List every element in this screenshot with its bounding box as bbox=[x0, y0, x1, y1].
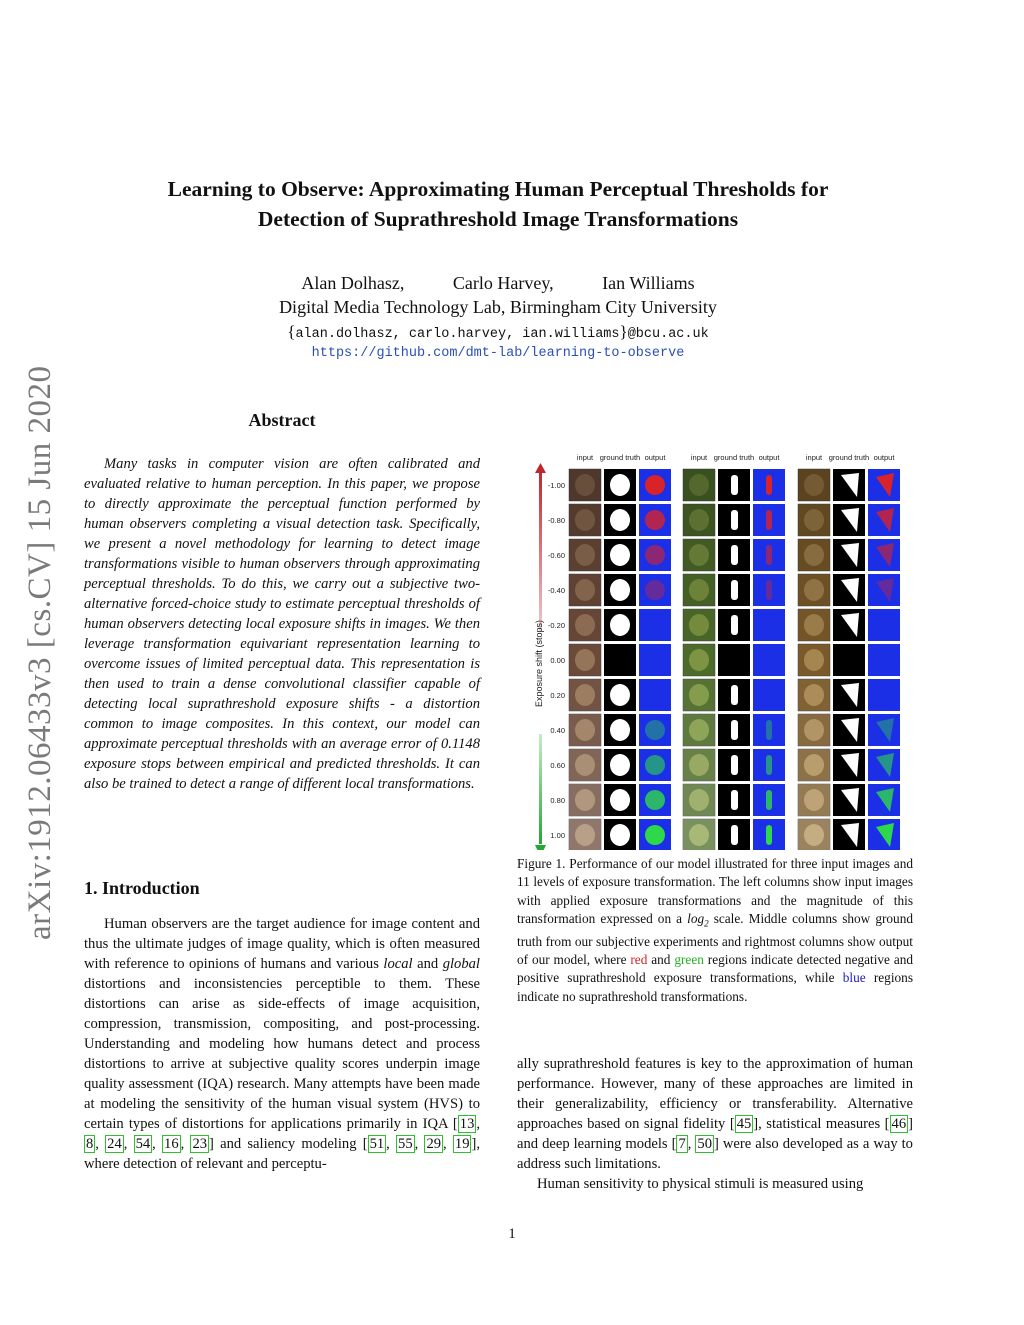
column-header: input bbox=[576, 453, 594, 462]
caption-blue: blue bbox=[842, 970, 866, 986]
output-detection bbox=[766, 475, 772, 495]
author-2: Carlo Harvey, bbox=[452, 273, 554, 293]
caption-red: red bbox=[630, 952, 648, 968]
column-header: output bbox=[873, 453, 895, 462]
arrow-head-down bbox=[535, 845, 546, 850]
caption-text-4: regions indicate no suprathreshold transformations. bbox=[517, 970, 913, 1004]
output-detection bbox=[766, 720, 772, 740]
ground-truth-mask bbox=[731, 510, 738, 530]
output-detection bbox=[645, 790, 665, 810]
repo-link[interactable]: https://github.com/dmt-lab/learning-to-observe bbox=[311, 346, 685, 361]
column-header: output bbox=[758, 453, 780, 462]
citation[interactable]: 50 bbox=[697, 1136, 712, 1152]
author-1: Alan Dolhasz, bbox=[301, 273, 405, 293]
abstract-heading: Abstract bbox=[248, 410, 316, 430]
output-detection bbox=[645, 755, 665, 775]
output-thumbnail bbox=[753, 644, 785, 676]
column-header: ground truth bbox=[828, 453, 870, 462]
citation[interactable]: 16 bbox=[164, 1136, 179, 1152]
output-detection bbox=[645, 580, 665, 600]
column-header: output bbox=[644, 453, 666, 462]
email-brace-close: } bbox=[619, 322, 628, 341]
ground-truth-mask bbox=[731, 720, 738, 740]
ground-truth-thumbnail bbox=[604, 644, 636, 676]
exposure-overlay bbox=[798, 504, 830, 536]
email-domain: @bcu.ac.uk bbox=[627, 327, 709, 342]
exposure-overlay bbox=[798, 784, 830, 816]
exposure-overlay bbox=[798, 749, 830, 781]
ground-truth-mask bbox=[610, 754, 630, 776]
ground-truth-mask bbox=[610, 509, 630, 531]
output-detection bbox=[645, 825, 665, 845]
exposure-overlay bbox=[798, 469, 830, 501]
exposure-level-label: -0.40 bbox=[547, 586, 565, 595]
exposure-overlay bbox=[798, 819, 830, 850]
caption-and: and bbox=[651, 952, 671, 968]
ground-truth-mask bbox=[610, 544, 630, 566]
exposure-overlay bbox=[683, 784, 715, 816]
exposure-level-label: -0.20 bbox=[547, 621, 565, 630]
exposure-overlay bbox=[683, 679, 715, 711]
negative-shift-arrow bbox=[539, 471, 542, 631]
citation[interactable]: 24 bbox=[107, 1136, 122, 1152]
exposure-overlay bbox=[683, 749, 715, 781]
citation[interactable]: 29 bbox=[426, 1136, 442, 1152]
output-detection bbox=[766, 825, 772, 845]
ground-truth-mask bbox=[731, 790, 738, 810]
caption-log-term: $\log_2$ bbox=[687, 910, 709, 929]
caption-text-2: scale. Middle columns show ground truth from our subjective experiments and rightmost columns show output of our model, where bbox=[517, 910, 913, 968]
author-list bbox=[80, 271, 916, 295]
abstract-body: Many tasks in computer vision are often calibrated and evaluated relative to human perception. In this paper, we propose to directly approximate the perceptual function performed by human observers completing a visual detection task. Specifically, we present a novel methodology for learning to detect image transformations visible to human observers through approximating perceptual thresholds. To do this, we carry out a subjective two-alternative forced-choice study to estimate perceptual thresholds of human observers detecting local exposure shifts in images. We then leverage transformation equivariant representation learning to overcome issues of limited perceptual data. This representation is then used to train a dense convolutional classifier capable of detecting local suprathreshold exposure shifts - a distortion common to image composites. In this context, our model can approximate perceptual thresholds with an average error of 0.1148 exposure stops between empirical and predicted thresholds. It can also be trained to detect a range of different local transformations. bbox=[84, 456, 480, 792]
output-thumbnail bbox=[868, 644, 900, 676]
intro-and: and bbox=[417, 956, 439, 972]
exposure-level-label: 1.00 bbox=[550, 831, 565, 840]
exposure-overlay bbox=[683, 539, 715, 571]
ground-truth-mask bbox=[610, 684, 630, 706]
intro-local-term: local bbox=[383, 956, 413, 972]
exposure-overlay bbox=[569, 784, 601, 816]
ground-truth-mask bbox=[610, 474, 630, 496]
ground-truth-mask bbox=[731, 685, 738, 705]
exposure-overlay bbox=[683, 469, 715, 501]
y-axis-label: Exposure shift (stops) bbox=[534, 619, 544, 707]
ground-truth-mask bbox=[731, 755, 738, 775]
column-header: input bbox=[690, 453, 708, 462]
figure-caption bbox=[517, 855, 913, 1006]
caption-text-3: regions indicate detected negative and positive suprathreshold exposure transformations, while bbox=[517, 952, 914, 986]
output-detection bbox=[645, 510, 665, 530]
right-column-text bbox=[517, 1054, 913, 1194]
right-paragraph-1: ally suprathreshold features is key to the approximation of human performance. However, many of these approaches are limited in their generalizability, efficiency or transferability. Alternative approaches based on signal fidelity [ 45 ], statistical measures [ 46 ] and deep learning models [ 7 , 50 ] were also developed as a way to address such limitations. bbox=[517, 1056, 913, 1172]
intro-text-3: and saliency modeling bbox=[220, 1136, 357, 1152]
exposure-level-label: 0.80 bbox=[550, 796, 565, 805]
ground-truth-mask bbox=[731, 580, 738, 600]
title-line-2: Detection of Suprathreshold Image Transformations bbox=[257, 207, 739, 231]
affiliation: Digital Media Technology Lab, Birmingham City University bbox=[279, 297, 717, 317]
exposure-level-label: 0.40 bbox=[550, 726, 565, 735]
email-names: alan.dolhasz, carlo.harvey, ian.williams bbox=[295, 327, 620, 342]
column-header: ground truth bbox=[599, 453, 641, 462]
exposure-level-label: -0.60 bbox=[547, 551, 565, 560]
arxiv-identifier: arXiv:1912.06433v3 [cs.CV] 15 Jun 2020 bbox=[22, 365, 58, 940]
exposure-level-label: -1.00 bbox=[547, 481, 565, 490]
exposure-overlay bbox=[683, 714, 715, 746]
ground-truth-thumbnail bbox=[718, 644, 750, 676]
exposure-level-label: 0.00 bbox=[550, 656, 565, 665]
ground-truth-mask bbox=[610, 579, 630, 601]
exposure-overlay bbox=[798, 679, 830, 711]
ground-truth-mask bbox=[610, 824, 630, 846]
intro-heading: 1. Introduction bbox=[84, 878, 200, 898]
citation[interactable]: 45 bbox=[736, 1116, 752, 1132]
exposure-overlay bbox=[798, 714, 830, 746]
citation[interactable]: 19 bbox=[454, 1136, 470, 1152]
right-paragraph-2: Human sensitivity to physical stimuli is measured using bbox=[537, 1176, 864, 1192]
citation[interactable]: 23 bbox=[192, 1136, 208, 1152]
exposure-overlay bbox=[683, 609, 715, 641]
exposure-overlay bbox=[569, 539, 601, 571]
caption-text-1: Figure 1. Performance of our model illustrated for three input images and 11 levels of exposure transformation. The left columns show input images with applied exposure transformations and the magnitude of this transformation expressed on a bbox=[517, 856, 913, 926]
exposure-overlay bbox=[683, 504, 715, 536]
email-brace-open: { bbox=[287, 322, 296, 341]
exposure-overlay bbox=[798, 574, 830, 606]
intro-text-2: distortions and inconsistencies perceptible to them. These distortions can arise as side-effects of image acquisition, compression, transmission, compositing, and post-processing. Understanding and modeling how humans detect and process distortions to arrive at subjective quality scores underpin image quality assessment (IQA) research. Many attempts have been made at modeling the sensitivity of the human visual system (HVS) to certain types of distortions for applications primarily in IQA bbox=[84, 976, 480, 1132]
citation[interactable]: 13 bbox=[459, 1116, 475, 1132]
paper-title bbox=[80, 174, 916, 234]
output-thumbnail bbox=[639, 644, 671, 676]
intro-global-term: global bbox=[442, 956, 480, 972]
output-thumbnail bbox=[868, 609, 900, 641]
output-thumbnail bbox=[753, 609, 785, 641]
exposure-overlay bbox=[569, 679, 601, 711]
figure-1 bbox=[517, 452, 913, 850]
positive-shift-arrow bbox=[539, 734, 542, 844]
output-detection bbox=[766, 545, 772, 565]
exposure-level-label: 0.20 bbox=[550, 691, 565, 700]
ground-truth-mask bbox=[731, 825, 738, 845]
exposure-overlay bbox=[569, 714, 601, 746]
ground-truth-thumbnail bbox=[833, 644, 865, 676]
exposure-overlay bbox=[569, 749, 601, 781]
exposure-overlay bbox=[569, 469, 601, 501]
exposure-overlay bbox=[683, 819, 715, 850]
exposure-overlay bbox=[798, 609, 830, 641]
output-thumbnail bbox=[639, 679, 671, 711]
citation[interactable]: 46 bbox=[891, 1116, 907, 1132]
ground-truth-mask bbox=[610, 789, 630, 811]
ground-truth-mask bbox=[731, 545, 738, 565]
intro-text-4: , where detection of relevant and perceptu- bbox=[84, 1136, 481, 1172]
page-number: 1 bbox=[508, 1226, 516, 1242]
column-header: ground truth bbox=[713, 453, 755, 462]
output-detection bbox=[645, 475, 665, 495]
figure-grid bbox=[517, 452, 913, 850]
exposure-overlay bbox=[798, 539, 830, 571]
output-detection bbox=[766, 580, 772, 600]
exposure-overlay bbox=[569, 819, 601, 850]
exposure-level-label: 0.60 bbox=[550, 761, 565, 770]
citation[interactable]: 51 bbox=[369, 1136, 385, 1152]
output-thumbnail bbox=[753, 679, 785, 711]
column-header: input bbox=[805, 453, 823, 462]
output-detection bbox=[766, 790, 772, 810]
author-emails bbox=[80, 322, 916, 342]
exposure-level-label: -0.80 bbox=[547, 516, 565, 525]
ground-truth-mask bbox=[610, 614, 630, 636]
intro-text-1: Human observers are the target audience for image content and thus the ultimate judges of image quality, which is often measured with reference to opinions of humans and various bbox=[84, 916, 480, 972]
output-thumbnail bbox=[868, 679, 900, 711]
ground-truth-mask bbox=[610, 719, 630, 741]
arrow-head-up bbox=[535, 463, 546, 473]
ground-truth-mask bbox=[731, 475, 738, 495]
exposure-overlay bbox=[569, 574, 601, 606]
ground-truth-mask bbox=[731, 615, 738, 635]
citation[interactable]: 54 bbox=[135, 1136, 151, 1152]
exposure-overlay bbox=[569, 504, 601, 536]
exposure-overlay bbox=[569, 609, 601, 641]
citation[interactable]: 7 bbox=[678, 1136, 686, 1152]
output-detection bbox=[766, 755, 772, 775]
output-detection bbox=[766, 510, 772, 530]
citation[interactable]: 8 bbox=[86, 1136, 94, 1152]
title-line-1: Learning to Observe: Approximating Human Perceptual Thresholds for bbox=[167, 177, 829, 201]
citation[interactable]: 55 bbox=[398, 1136, 413, 1152]
output-detection bbox=[645, 720, 665, 740]
intro-paragraph: Human observers are the target audience for image content and thus the ultimate judges of image quality, which is often measured with reference to opinions of humans and various local and global distortions and inconsistencies perceptible to them. These distortions can arise as side-effects of image acquisition, compression, transmission, compositing, and post-processing. Understanding and modeling how humans detect and process distortions to arrive at subjective quality scores underpin image quality assessment (IQA) research. Many attempts have been made at modeling the sensitivity of the human visual system (HVS) to certain types of distortions for applications primarily in IQA [ 13 , 8 , 24 , 54 , 16 , 23 ] and saliency modeling [ 51 , 55 , 29 , 19 ], where detection of relevant and perceptu- bbox=[84, 916, 481, 1172]
author-3: Ian Williams bbox=[602, 273, 695, 293]
exposure-overlay bbox=[683, 574, 715, 606]
caption-green: green bbox=[674, 952, 704, 968]
output-thumbnail bbox=[639, 609, 671, 641]
output-detection bbox=[645, 545, 665, 565]
